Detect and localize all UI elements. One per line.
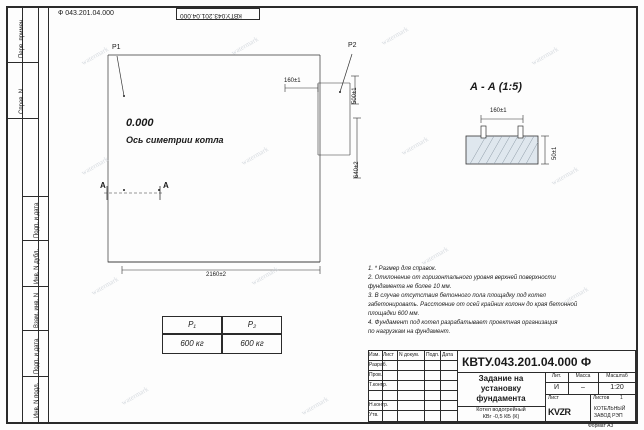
note-1: 2. Отклонение от горизонтального уровня верхней поверхности — [368, 275, 556, 281]
dim-640: 640±2 — [354, 161, 360, 178]
note-0: 1. * Размер для справок. — [368, 266, 437, 272]
note-2: фундамента не более 10 мм. — [368, 284, 452, 290]
watermark-7: watermark — [550, 165, 580, 187]
left-edge-label-1: Справ. N — [19, 88, 25, 114]
tb-designation: КВТУ.043.201.04.000 Ф — [462, 355, 592, 369]
tb-product-line-2: КВг -0,5 КБ (К) — [482, 414, 520, 420]
anchor-point-p2 — [339, 91, 341, 93]
dim-160-section: 160±1 — [490, 108, 507, 114]
watermark-8: watermark — [90, 275, 120, 297]
tb-col-1: Лист — [383, 352, 394, 358]
tb-sheets-value: 1 — [620, 395, 623, 401]
label-p2: Р2 — [348, 42, 357, 49]
tb-h-r4 — [368, 400, 457, 401]
tb-right-hdr-2: Масштаб — [606, 373, 628, 379]
tb-scale-value: 1:20 — [610, 384, 624, 391]
company-logo: KVZR — [548, 407, 571, 417]
dim-2160: 2160±2 — [206, 272, 226, 278]
tb-right-hdr-0: Лит. — [551, 373, 562, 379]
section-mark-a-left: А — [100, 181, 106, 190]
tb-sheet-label: Лист — [548, 395, 559, 401]
tb-name-right-sep — [545, 372, 546, 422]
tb-h-r3 — [368, 390, 457, 391]
load-table-header-label-1: Р₂ — [247, 320, 257, 329]
tb-row-label-2: Т.контр. — [369, 382, 388, 388]
company-line-2: ЗАВОД РЭП — [594, 413, 623, 419]
margin-label-2: Взам. инв. N — [34, 292, 40, 328]
tb-row-label-4: Н.контр. — [369, 402, 389, 408]
note-3: 3. В случае отсутствия бетонного пола площадку под котел — [368, 293, 546, 299]
section-title: А - А (1:5) — [470, 81, 522, 93]
tb-sheets-label: Листов — [593, 395, 610, 401]
note-5: площадки 600 мм. — [368, 311, 420, 317]
margin-label-3: Подп. и дата — [34, 338, 40, 374]
load-table-header-label-0: Р₁ — [188, 320, 196, 329]
margin-label-4: Инв. N подл. — [34, 382, 40, 418]
margin-label-0: Подп. и дата — [34, 202, 40, 238]
tb-col-0: Изм. — [369, 352, 380, 358]
watermark-5: watermark — [240, 145, 270, 167]
tb-h-r1 — [368, 370, 457, 371]
tb-col-2: N докум. — [399, 352, 420, 358]
watermark-10: watermark — [420, 245, 450, 267]
axis-label: Ось симетрии котла — [126, 135, 224, 145]
zero-mark: 0.000 — [126, 117, 154, 129]
watermark-11: watermark — [560, 285, 590, 307]
dim-50: 50±1 — [552, 146, 558, 160]
note-7: по нагрузкам на фундамент. — [368, 329, 451, 335]
company-line-1: КОТЕЛЬНЫЙ — [594, 406, 626, 412]
tb-name-1: установку — [480, 384, 522, 393]
tb-mass-value: – — [581, 384, 585, 391]
format-label: Формат А3 — [588, 423, 614, 429]
tb-lit-value: И — [553, 384, 560, 391]
note-4: забетонировать. Расстояние от осей крайних колонн до края бетонной — [368, 302, 578, 308]
tb-h-hdr — [368, 360, 457, 361]
section-mark-a-right: А — [163, 181, 169, 190]
label-p1: Р1 — [112, 44, 121, 51]
load-table-value-1: 600 кг — [240, 339, 264, 348]
tb-row-label-0: Разраб. — [369, 362, 388, 368]
watermark-12: watermark — [120, 385, 150, 407]
tb-name-2: фундамента — [476, 394, 526, 403]
watermark-13: watermark — [300, 395, 330, 417]
tb-col-4: Дата — [442, 352, 454, 358]
top-designation-boxed: КВТУ.043.201.04.000 — [180, 11, 242, 19]
tb-h-r2 — [368, 380, 457, 381]
top-designation: Ф 043.201.04.000 — [58, 10, 114, 17]
dim-160-top: 160±1 — [284, 78, 301, 84]
watermark-3: watermark — [530, 45, 560, 67]
anchor-point-p1 — [123, 95, 125, 97]
tb-product-line-1: Котел водогрейный — [476, 407, 526, 413]
margin-label-1: Инв. N дубл. — [34, 248, 40, 284]
watermark-1: watermark — [230, 35, 260, 57]
note-6: 4. Фундамент под котел разрабатывает проектная организация — [368, 320, 558, 326]
tb-h-r5 — [368, 410, 457, 411]
tb-right-h1 — [545, 382, 636, 383]
watermark-9: watermark — [250, 265, 280, 287]
tb-row-label-5: Утв. — [369, 412, 379, 418]
watermark-2: watermark — [380, 25, 410, 47]
tb-right-v3 — [590, 394, 591, 422]
load-table-value-0: 600 кг — [180, 339, 204, 348]
watermark-0: watermark — [80, 45, 110, 67]
watermark-6: watermark — [400, 135, 430, 157]
tb-right-hdr-1: Масса — [575, 373, 591, 379]
watermark-4: watermark — [80, 155, 110, 177]
anchor-point-left-a — [123, 189, 125, 191]
tb-name-0: Задание на — [478, 374, 524, 383]
dim-500: 500±1 — [352, 87, 358, 104]
left-edge-label-0: Перв. примен. — [19, 18, 25, 58]
tb-col-3: Подп. — [426, 352, 440, 358]
anchor-point-right-a — [158, 189, 160, 191]
tb-row-label-1: Пров. — [369, 372, 383, 378]
